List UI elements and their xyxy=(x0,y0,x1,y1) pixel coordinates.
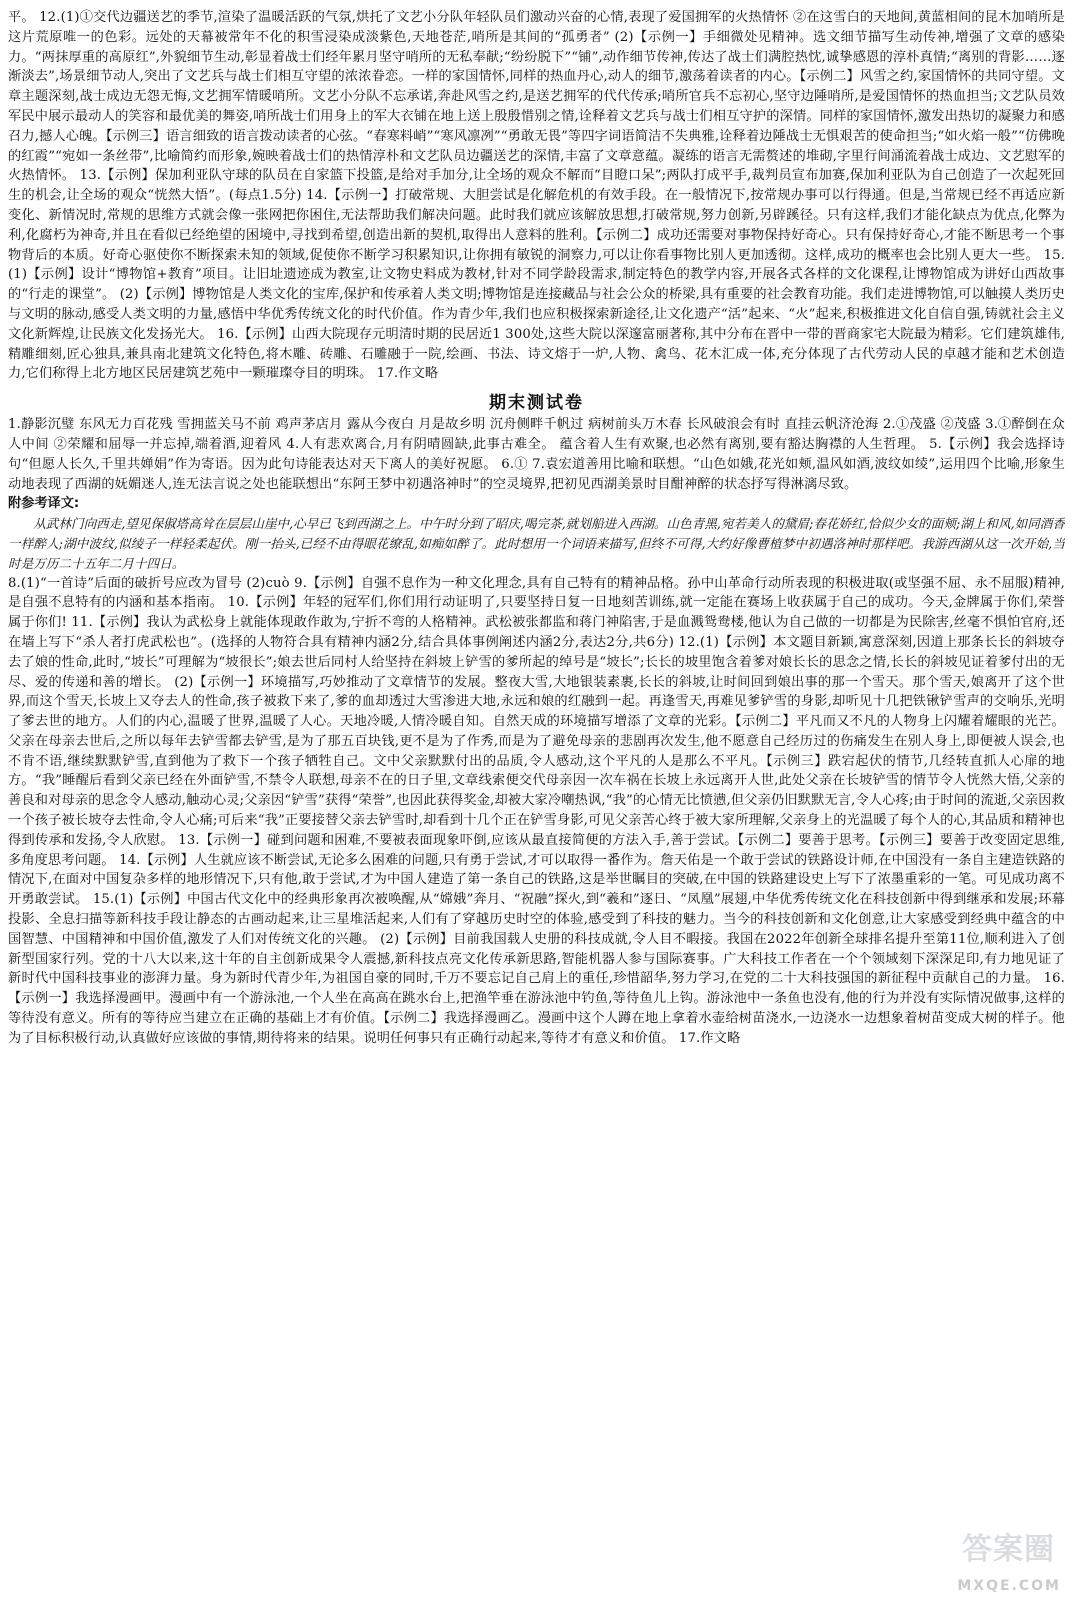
reference-translation-heading: 附参考译文: xyxy=(8,496,80,512)
answers-final-8-17: 8.(1)“一首诗”后面的破折号应改为冒号 (2)cuò 9.【示例】自强不息作为一种文化理念,具有自己特有的精神品格。孙中山革命行动所表现的积极进取(或坚强不屈、永不屈服)精神,是自强不息特有的内涵和基本指南。 10.【示例】年轻的冠军们,你们用行动证明了,只要坚持日复一日地刻苦训练,就一定能在赛场上收获属于自己的成功。今天,金牌属于你们,荣誉属于你们! 11.【示例】我认为武松身上就能体现敢作敢为,宁折不弯的人格精神。武松被张都监和蒋门神陷害,于是血溅鸳鸯楼,他认为自己做的一切都是为民除害,丝毫不惧怕官府,还在墙上写下“杀人者打虎武松也”。(选择的人物符合具有精神内涵2分,结合具体事例阐述内涵2分,表达2分,共6分) 12.(1)【示例】本文题目新颖,寓意深刻,因道上那条长长的斜坡夺去了娘的性命,此时,“坡长”可理解为“坡很长”;娘去世后同村人给坚持在斜坡上铲雪的爹所起的绰号是“坡长”;长长的坡里饱含着爹对娘长长的思念之情,长长的斜坡见证着爹付出的无尽、爱的传递和善的增长。 (2)【示例一】环境描写,巧妙推动了文章情节的发展。整夜大雪,大地银装素裹,长长的斜坡,让时间回到娘出事的那一个雪天。那个雪天,娘离开了这个世界,而这个雪天,长坡上又夺去人的性命,孩子被救下来了,爹的血却透过大雪渗进大地,永远和娘的红融到一起。再逢雪天,再难见爹铲雪的身影,却听见十几把铁锹铲雪声的交响乐,光明了爹去世的地方。人们的内心,温暖了世界,温暖了人心。天地冷暖,人情冷暖自知。自然天成的环境描写增添了文章的光彩。【示例二】平凡而又不凡的人物身上闪耀着耀眼的光芒。父亲在母亲去世后,之所以每年去铲雪都去铲雪,是为了那五百块钱,更不是为了作秀,而是为了避免母亲的悲剧再次发生,他不愿意自己经历过的伤痛发生在别人身上,即便被人误会,也不肯不语,继续默默铲雪,直到他为了救下一个孩子牺牲自己。文中父亲默默付出的品质,令人感动,这个平凡的人是那么不平凡。【示例三】跌宕起伏的情节,几经转直抓人心扉的地方。“我”睡醒后看到父亲已经在外面铲雪,不禁令人联想,母亲不在的日子里,文章线索便交代母亲因一次车祸在长坡上永远离开人世,此处父亲在长坡铲雪的情节令人恍然大悟,父亲的善良和对母亲的思念令人感动,触动心灵;父亲因“铲雪”获得“荣誉”,也因此获得奖金,却被大家冷嘲热讽,“我”的心情无比愤懑,但父亲仍旧默默无言,令人心疼;由于时间的流逝,父亲因救一个孩子被长坡夺去性命,令人心痛;可后来“我”正要接替父亲去铲雪时,却看到十几个正在铲雪身影,可见父亲苦心终于被大家所理解,父亲身上的光温暖了每个人的心,其品质和精神也得到传承和发扬,令人欣慰。 13.【示例一】碰到问题和困难,不要被表面现象吓倒,应该从最直接简便的方法入手,善于尝试。【示例二】要善于思考。【示例三】要善于改变固定思维,多角度思考问题。 14.【示例】人生就应该不断尝试,无论多么困难的问题,只有勇于尝试,才可以取得一番作为。詹天佑是一个敢于尝试的铁路设计师,在中国没有一条自主建造铁路的情况下,在面对中国复杂多样的地形情况下,只有他,敢于尝试,才为中国人建造了第一条自己的铁路,这是举世瞩目的突破,在中国的铁路建设史上写下了浓墨重彩的一笔。可见成功离不开勇敢尝试。 15.(1)【示例】中国古代文化中的经典形象再次被唤醒,从“嫦娥”奔月、“祝融”探火,到“羲和”逐日、“凤凰”展翅,中华优秀传统文化在科技创新中得到继承和发展;环幕投影、全息扫描等新科技手段让静态的古画动起来,让三星堆活起来,人们有了穿越历史时空的体验,感受到了科技的魅力。当今的科技创新和文化创意,让大家感受到经典中蕴含的中国智慧、中国精神和中国价值,激发了人们对传统文化的兴趣。 (2)【示例】目前我国载人史册的科技成就,令人目不暇接。我国在2022年创新全球排名提升至第11位,顺利进入了创新型国家行列。党的十八大以来,这十年的自主创新成果令人震撼,新科技点亮文化传承新思路,智能机器人参与国际赛事。广大科技工作者在一个个领域刻下深深足印,有力地见证了新时代中国科技事业的澎湃力量。身为新时代青少年,为祖国自豪的同时,千万不要忘记自己肩上的重任,珍惜韶华,努力学习,在党的二十大科技强国的新征程中贡献自己的力量。 16.【示例一】我选择漫画甲。漫画中有一个游泳池,一个人坐在高高在跳水台上,把渔竿垂在游泳池中钓鱼,等待鱼儿上钩。游泳池中一条鱼也没有,他的行为并没有实际情况做事,这样的等待没有意义。所有的等待应当建立在正确的基础上才有价值。【示例二】我选择漫画乙。漫画中这个人蹲在地上拿着水壶给树苗浇水,一边浇水一边想象着树苗变成大树的样子。他为了目标积极行动,认真做好应该做的事情,期待将来的结果。说明任何事只有正确行动起来,等待才有意义和价值。 17.作文略 xyxy=(8,575,1065,1046)
reference-translation-text: 从武林门向西走,望见保俶塔高耸在层层山崖中,心早已飞到西湖之上。中午时分到了昭庆,喝完茶,就划船进入西湖。山色青黑,宛若美人的黛眉;春花娇红,恰似少女的面颊;湖上和风,如同酒香一样醉人;湖中波纹,似绫子一样轻柔起伏。刚一抬头,已经不由得眼花缭乱,如痴如醉了。此时想用一个词语来描写,但终不可得,大约好像曹植梦中初遇洛神时那样吧。我游西湖从这一次开始,当时是万历二十五年二月十四日。 xyxy=(8,516,1065,571)
answers-final-1-7: 1.静影沉璧 东风无力百花残 雪拥蓝关马不前 鸡声茅店月 露从今夜白 月是故乡明 沉舟侧畔千帆过 病树前头万木春 长风破浪会有时 直挂云帆济沧海 2.①茂盛 ②茂盛 3.①醉倒在众人中间 ②荣耀和屈辱一并忘掉,端着酒,迎着风 4.人有悲欢离合,月有阴晴圆缺,此事古难全。 蕴含着人生有欢聚,也必然有离别,要有豁达胸襟的人生哲理。 5.【示例】我会选择诗句“但愿人长久,千里共婵娟”作为寄语。因为此句诗能表达对天下离人的美好祝愿。 6.① 7.袁宏道善用比喻和联想。“山色如娥,花光如颊,温风如酒,波纹如绫”,运用四个比喻,形象生动地表现了西湖的妩媚迷人,连无法言说之处也能联想出“东阿王梦中初遇洛神时”的空灵境界,把初见西湖美景时目酣神醉的状态抒写得淋漓尽致。 xyxy=(8,417,1065,492)
answer-page xyxy=(8,8,1065,1592)
answers-section-prev: 平。 12.(1)①交代边疆送艺的季节,渲染了温暖活跃的气氛,烘托了文艺小分队年轻队员们激动兴奋的心情,表现了爱国拥军的火热情怀 ②在这雪白的天地间,黄蓝相间的昆木加哨所是这片荒原唯一的色彩。远处的天幕被常年不化的积雪浸染成淡紫色,天地苍茫,哨所是其间的“孤勇者” (2)【示例一】手细微处见精神。选文细节描写生动传神,增强了文章的感染力。“两抹厚重的高原红”,外貌细节生动,彰显着战士们经年累月坚守哨所的无私奉献;“纷纷脱下”“铺”,动作细节传神,传达了战士们满腔热忱,诚挚感恩的淳朴真情;“离别的背影……逐渐淡去”,场景细节动人,突出了文艺兵与战士们相互守望的浓浓眷恋。一样的家国情怀,同样的热血丹心,动人的细节,激荡着读者的内心。【示例二】风雪之约,家国情怀的共同守望。文章主题深刻,战士成边无怨无悔,文艺拥军情暖哨所。文艺小分队不忘承诺,奔赴风雪之约,是送艺拥军的代代传承;哨所官兵不忘初心,坚守边陲哨所,是爱国情怀的热血担当;文艺队员效军民中展示最动人的笑容和最优美的舞姿,哨所战士们用身上的军大衣铺在地上送上殷殷惜别之情,诠释着文艺兵与战士们相互守护的深情。同样的家国情怀,激发出热切的凝聚力和感召力,撼人心魄。【示例三】语言细致的语言拨动读者的心弦。“春寒料峭”“寒风凛冽”“勇敢无畏”等四字词语简洁不失典雅,诠释着边陲战士无惧艰苦的使命担当;“如火焰一般”“仿佛晚的红霞”“宛如一条丝带”,比喻简约而形象,婉映着战士们的热情淳朴和文艺队员边疆送艺的深情,丰富了文章意蕴。凝练的语言无需赘述的堆砌,字里行间涌流着战士成边、文艺慰军的火热情怀。 13.【示例】保加利亚队守球的队员在自家篮下投篮,是给对手加分,让全场的观众不解而“目瞪口呆”;两队打成平手,裁判员宣布加赛,保加利亚队为自己创造了一次起死回生的机会,让全场的观众“恍然大悟”。(每点1.5分) 14.【示例一】打破常规、大胆尝试是化解危机的有效手段。在一般情况下,按常规办事可以行得通。但是,当常规已经不再适应新变化、新情况时,常规的思维方式就会像一张网把你困住,无法帮助我们解决问题。此时我们就应该解放思想,打破常规,努力创新,另辟蹊径。只有这样,我们才能化缺点为优点,化弊为利,化腐朽为神奇,并且在看似已经绝望的困境中,寻找到希望,创造出新的契机,取得出人意料的胜利。【示例二】成功还需要对事物保持好奇心。只有保持好奇心,才能不断思考一个事物背后的本质。好奇心驱使你不断探索未知的领域,促使你不断学习积累知识,让你拥有敏锐的洞察力,可以让你看事物比别人更加透彻。这样,成功的概率也会比别人更大一些。 15.(1)【示例】设计“博物馆+教育”项目。让旧址遗迹成为教室,让文物史料成为教材,针对不同学龄段需求,制定特色的教学内容,开展各式各样的文化课程,让博物馆成为讲好山西故事的“行走的课堂”。 (2)【示例】博物馆是人类文化的宝库,保护和传承着人类文明;博物馆是连接藏品与社会公众的桥梁,具有重要的社会教育功能。我们走进博物馆,可以触摸人类历史与文明的脉动,感受人类文明的力量,感悟中华优秀传统文化的时代价值。作为青少年,我们也应积极探索新途径,让文化遗产“活”起来、“火”起来,积极推进文化自信自强,铸就社会主义文化新辉煌,让民族文化发扬光大。 16.【示例】山西大院现存元明清时期的民居近1 300处,这些大院以深邃富丽著称,其中分布在晋中一带的晋商家宅大院最为精彩。它们建筑雄伟,精雕细刻,匠心独具,兼具南北建筑文化特色,将木雕、砖雕、石雕融于一院,绘画、书法、诗文熔于一炉,人物、禽鸟、花木汇成一体,充分体现了古代劳动人民的卓越才能和艺术创造力,它们称得上北方地区民居建筑艺苑中一颗璀璨夺目的明珠。 17.作文略 xyxy=(8,10,1065,382)
watermark-url: MXQE.COM xyxy=(957,1578,1061,1594)
watermark xyxy=(871,1524,1061,1594)
section-title-final-exam: 期末测试卷 xyxy=(489,393,584,414)
watermark-logo: 答案圈 xyxy=(962,1532,1055,1567)
